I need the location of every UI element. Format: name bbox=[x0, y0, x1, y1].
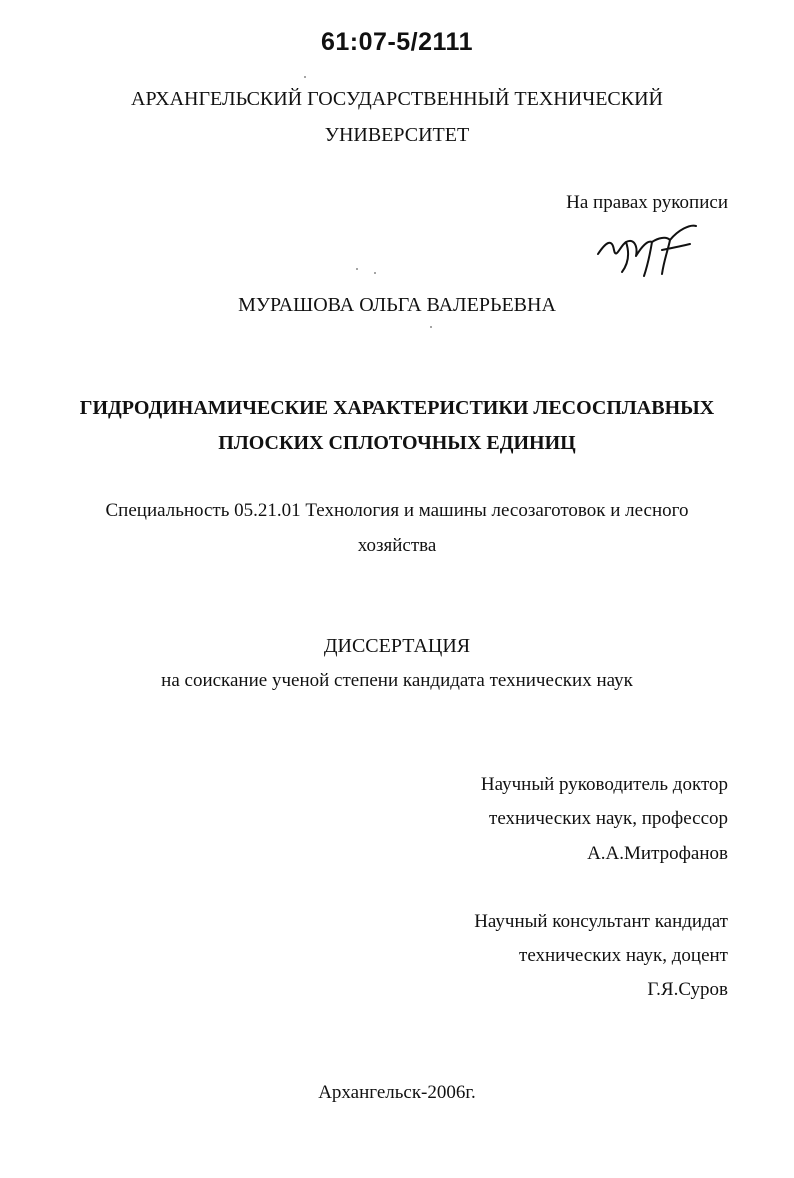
supervisor-line-1: Научный руководитель доктор bbox=[480, 774, 728, 795]
consultant-line-1: Научный консультант кандидат bbox=[474, 911, 728, 932]
specialty-line-2: хозяйства bbox=[357, 535, 437, 556]
university-line-2: УНИВЕРСИТЕТ bbox=[324, 124, 470, 146]
rights-note: На правах рукописи bbox=[566, 192, 728, 213]
author-name: МУРАШОВА ОЛЬГА ВАЛЕРЬЕВНА bbox=[238, 294, 556, 316]
signature-image bbox=[592, 220, 702, 280]
supervisor-line-2: технических наук, профессор bbox=[489, 808, 728, 829]
work-type: ДИССЕРТАЦИЯ bbox=[323, 635, 471, 657]
archive-code: 61:07-5/2111 bbox=[321, 28, 473, 56]
dissertation-title-line-1: ГИДРОДИНАМИЧЕСКИЕ ХАРАКТЕРИСТИКИ ЛЕСОСПЛАВНЫХ bbox=[79, 397, 715, 419]
university-line-1: АРХАНГЕЛЬСКИЙ ГОСУДАРСТВЕННЫЙ ТЕХНИЧЕСКИЙ bbox=[131, 88, 663, 110]
specialty-line-1: Специальность 05.21.01 Технология и машины лесозаготовок и лесного bbox=[105, 500, 689, 521]
scan-speck bbox=[374, 272, 376, 274]
dissertation-title-line-2: ПЛОСКИХ СПЛОТОЧНЫХ ЕДИНИЦ bbox=[218, 432, 576, 454]
supervisor-name: А.А.Митрофанов bbox=[587, 843, 728, 864]
scan-speck bbox=[304, 76, 306, 78]
consultant-name: Г.Я.Суров bbox=[647, 979, 728, 1000]
consultant-line-2: технических наук, доцент bbox=[519, 945, 728, 966]
scan-speck bbox=[430, 326, 432, 328]
degree-line: на соискание ученой степени кандидата технических наук bbox=[161, 670, 633, 691]
place-year: Архангельск-2006г. bbox=[318, 1082, 476, 1103]
scan-speck bbox=[356, 268, 358, 270]
